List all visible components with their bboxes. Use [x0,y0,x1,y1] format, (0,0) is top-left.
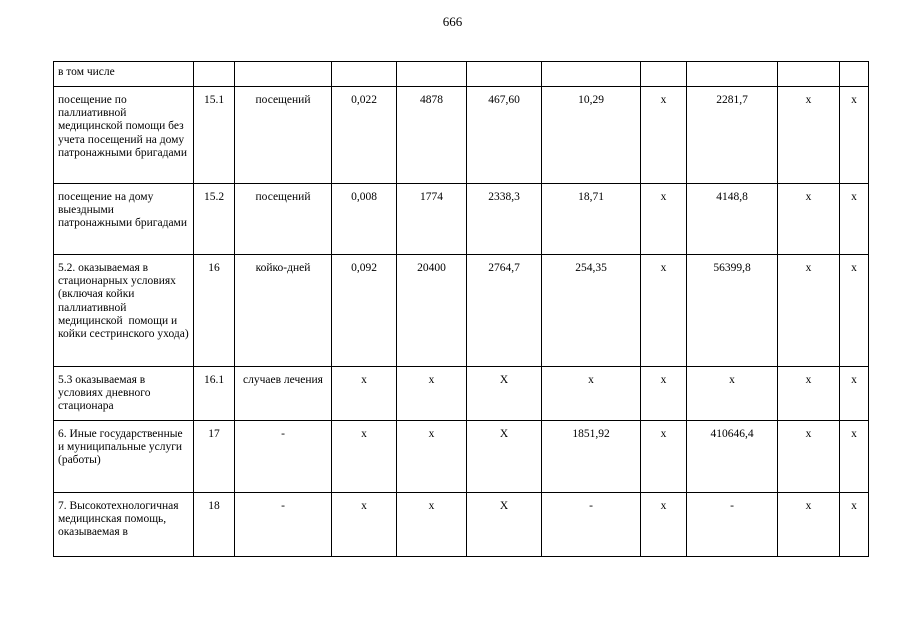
table-cell: - [542,493,641,557]
table-cell [467,62,542,87]
table-cell: х [687,367,778,421]
table-cell: посещений [235,87,332,184]
table-cell: 16.1 [194,367,235,421]
table-cell: х [397,493,467,557]
table-cell: 1774 [397,184,467,255]
table-cell [840,62,869,87]
table-cell: случаев лечения [235,367,332,421]
table-cell: 10,29 [542,87,641,184]
table-cell: х [840,421,869,493]
table-cell: х [542,367,641,421]
table-cell: х [778,184,840,255]
table-cell: 4148,8 [687,184,778,255]
table-cell: х [778,367,840,421]
table-row [54,367,869,421]
table-cell [542,62,641,87]
table-cell: х [840,184,869,255]
table-cell: 4878 [397,87,467,184]
table-cell [235,62,332,87]
row-label-cell: посещение по паллиативной медицинской помощи без учета посещений на дому патронажными бригадами [54,87,194,184]
row-label-cell: в том числе [54,62,194,87]
table-cell: 18,71 [542,184,641,255]
table-cell: - [235,421,332,493]
table-cell: х [840,493,869,557]
table-row [54,62,869,87]
table-cell: х [641,87,687,184]
table-cell: 467,60 [467,87,542,184]
table-cell: х [778,255,840,367]
table-cell: х [332,421,397,493]
table-cell [687,62,778,87]
table-cell [397,62,467,87]
page-number: 666 [442,14,463,29]
table-cell: 56399,8 [687,255,778,367]
table-cell: 15.2 [194,184,235,255]
table-cell: 0,008 [332,184,397,255]
table-cell: х [840,255,869,367]
table-cell: - [687,493,778,557]
table-cell: х [641,421,687,493]
table-cell: койко-дней [235,255,332,367]
data-table [53,61,869,557]
table-cell: х [332,493,397,557]
table-row [54,87,869,184]
table-cell: 2338,3 [467,184,542,255]
table-row [54,255,869,367]
table-cell: Х [467,493,542,557]
table-row [54,184,869,255]
table-cell: 410646,4 [687,421,778,493]
table-cell: 16 [194,255,235,367]
row-label-cell: 5.2. оказываемая в стационарных условиях (включая койки паллиативной медицинской помощи и койки сестринского ухода) [54,255,194,367]
table-cell [778,62,840,87]
table-cell: 17 [194,421,235,493]
table-cell: х [840,87,869,184]
table-cell: 2281,7 [687,87,778,184]
table-cell [194,62,235,87]
table-cell: х [778,493,840,557]
table-cell: х [641,367,687,421]
row-label-cell: посещение на дому выездными патронажными бригадами [54,184,194,255]
table-cell: 20400 [397,255,467,367]
table-cell: х [641,493,687,557]
table-cell: 0,022 [332,87,397,184]
table-cell [641,62,687,87]
table-cell: посещений [235,184,332,255]
table-cell: х [332,367,397,421]
table-cell: Х [467,367,542,421]
table-cell: Х [467,421,542,493]
table-cell: 2764,7 [467,255,542,367]
table-cell: х [641,184,687,255]
table-cell: - [235,493,332,557]
table-cell: х [778,421,840,493]
row-label-cell: 5.3 оказываемая в условиях дневного стационара [54,367,194,421]
table-cell: х [397,421,467,493]
table-cell: 254,35 [542,255,641,367]
table-cell: х [397,367,467,421]
table-cell: 0,092 [332,255,397,367]
table-cell: х [641,255,687,367]
table-row [54,421,869,493]
table-cell: 15.1 [194,87,235,184]
table-cell: 18 [194,493,235,557]
row-label-cell: 7. Высокотехнологичная медицинская помощь, оказываемая в [54,493,194,557]
table-cell [332,62,397,87]
row-label-cell: 6. Иные государственные и муниципальные услуги (работы) [54,421,194,493]
table-cell: х [840,367,869,421]
table-cell: х [778,87,840,184]
table-cell: 1851,92 [542,421,641,493]
table-row [54,493,869,557]
